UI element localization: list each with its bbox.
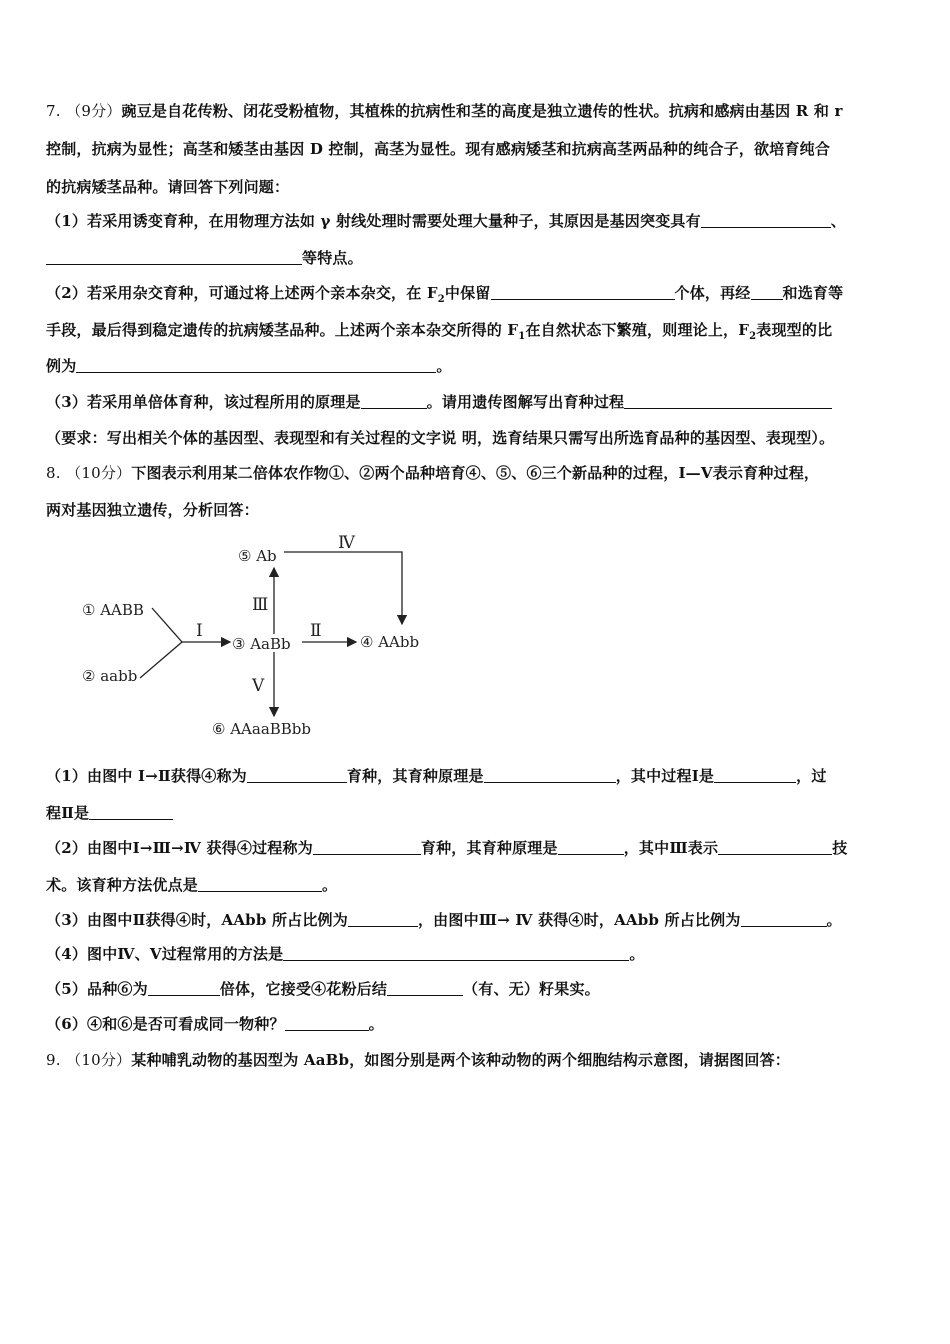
answer-blank[interactable] xyxy=(46,249,302,265)
line-from-2 xyxy=(140,642,182,678)
node-3-AaBb: ③ AaBb xyxy=(232,635,291,653)
q7-part-3-note: （要求：写出相关个体的基因型、表现型和有关过程的文字说 明，选育结果只需写出所选育品种的基因型、表现型）。 xyxy=(46,429,835,447)
q7-part-1: （1）若采用诱变育种，在用物理方法如 γ 射线处理时需要处理大量种子，其原因是基因突变具有 、 xyxy=(46,212,846,230)
answer-blank[interactable] xyxy=(76,357,436,373)
q9-line-1 xyxy=(46,1050,908,1070)
q9-score: （10分） xyxy=(66,1051,132,1069)
q7-line-1 xyxy=(46,101,908,121)
answer-blank[interactable] xyxy=(198,876,322,892)
answer-blank[interactable] xyxy=(285,1015,369,1031)
answer-blank[interactable] xyxy=(89,804,173,820)
q8-part-1: （1）由图中 Ⅰ→Ⅱ获得④称为 育种，其育种原理是 ，其中过程Ⅰ是 ，过 xyxy=(46,767,827,785)
label-II: Ⅱ xyxy=(310,621,322,641)
q8-part-5: （5）品种⑥为 倍体，它接受④花粉后结 （有、无）籽果实。 xyxy=(46,980,600,998)
answer-blank[interactable] xyxy=(484,767,616,783)
node-2-aabb: ② aabb xyxy=(82,667,138,685)
q8-line-2: 两对基因独立遗传，分析回答： xyxy=(46,501,259,519)
answer-blank[interactable] xyxy=(558,839,624,855)
q7-part-2-end: 例为 。 xyxy=(46,357,452,375)
breeding-diagram xyxy=(60,528,460,748)
q7-line-2: 控制，抗病为显性；高茎和矮茎由基因 D 控制，高茎为显性。现有感病矮茎和抗病高茎两品种的纯合子，欲培育纯合 xyxy=(46,140,831,158)
q8-part-3: （3）由图中Ⅱ获得④时，AAbb 所占比例为 ，由图中Ⅲ→ Ⅳ 获得④时，AAbb 所占比例为 。 xyxy=(46,911,842,929)
q9-number: 9. xyxy=(46,1051,61,1069)
q8-part-2: （2）由图中Ⅰ→Ⅲ→Ⅳ 获得④过程称为 育种，其育种原理是 ，其中Ⅲ表示 技 xyxy=(46,839,848,857)
answer-blank[interactable] xyxy=(387,980,463,996)
answer-blank[interactable] xyxy=(361,393,427,409)
answer-blank[interactable] xyxy=(247,767,347,783)
answer-blank[interactable] xyxy=(714,767,796,783)
q7-part-3: （3）若采用单倍体育种，该过程所用的原理是 。请用遗传图解写出育种过程 xyxy=(46,392,908,412)
line-from-1 xyxy=(152,608,182,642)
node-1-AABB: ① AABB xyxy=(82,601,144,619)
q7-stem-text: 豌豆是自花传粉、闭花受粉植物，其植株的抗病性和茎的高度是独立遗传的性状。抗病和感病由基因 R 和 r xyxy=(121,102,843,120)
q7-part-1-cont: 等特点。 xyxy=(46,248,908,268)
node-4-AAbb: ④ AAbb xyxy=(360,633,420,651)
q8-part-6: （6）④和⑥是否可看成同一物种？ 。 xyxy=(46,1015,384,1033)
answer-blank[interactable] xyxy=(148,980,220,996)
label-IV: Ⅳ xyxy=(338,533,355,553)
answer-blank[interactable] xyxy=(741,911,827,927)
q7-part-2-cont: 手段，最后得到稳定遗传的抗病矮茎品种。上述两个亲本杂交所得的 $F_1$在自然状态下繁殖，则理论上，$F_2$表现型的比 xyxy=(46,321,833,342)
q8-line-1 xyxy=(46,463,908,483)
label-V: Ⅴ xyxy=(252,676,265,696)
q8-score: （10分） xyxy=(66,464,132,482)
q7-line-3: 的抗病矮茎品种。请回答下列问题： xyxy=(46,178,290,196)
answer-blank[interactable] xyxy=(624,393,832,409)
answer-blank[interactable] xyxy=(751,284,783,300)
q8-part-1-cont: 程Ⅱ是 xyxy=(46,803,908,823)
arrow-IV xyxy=(284,552,402,624)
answer-blank[interactable] xyxy=(348,911,418,927)
node-6-AAaaBBbb: ⑥ AAaaBBbb xyxy=(212,720,312,738)
q8-stem-text: 下图表示利用某二倍体农作物①、②两个品种培育④、⑤、⑥三个新品种的过程，Ⅰ—Ⅴ表示育种过程， xyxy=(131,464,820,482)
q7-score: （9分） xyxy=(66,102,122,120)
q8-number: 8. xyxy=(46,464,61,482)
q9-stem-text: 某种哺乳动物的基因型为 AaBb，如图分别是两个该种动物的两个细胞结构示意图，请据图回答： xyxy=(131,1051,791,1069)
answer-blank[interactable] xyxy=(313,839,421,855)
answer-blank[interactable] xyxy=(283,945,629,961)
q8-part-2-cont: 术。该育种方法优点是 。 xyxy=(46,876,338,894)
answer-blank[interactable] xyxy=(701,212,831,228)
q7-number: 7. xyxy=(46,102,61,120)
label-III: Ⅲ xyxy=(252,595,269,615)
q7-part-2: （2）若采用杂交育种，可通过将上述两个亲本杂交，在 $F_2$中保留 个体，再经 和选育等 xyxy=(46,284,844,305)
answer-blank[interactable] xyxy=(491,284,675,300)
node-5-Ab: ⑤ Ab xyxy=(238,547,277,565)
answer-blank[interactable] xyxy=(718,839,832,855)
q8-part-4: （4）图中Ⅳ、Ⅴ过程常用的方法是 。 xyxy=(46,945,645,963)
label-I: Ⅰ xyxy=(196,621,203,641)
